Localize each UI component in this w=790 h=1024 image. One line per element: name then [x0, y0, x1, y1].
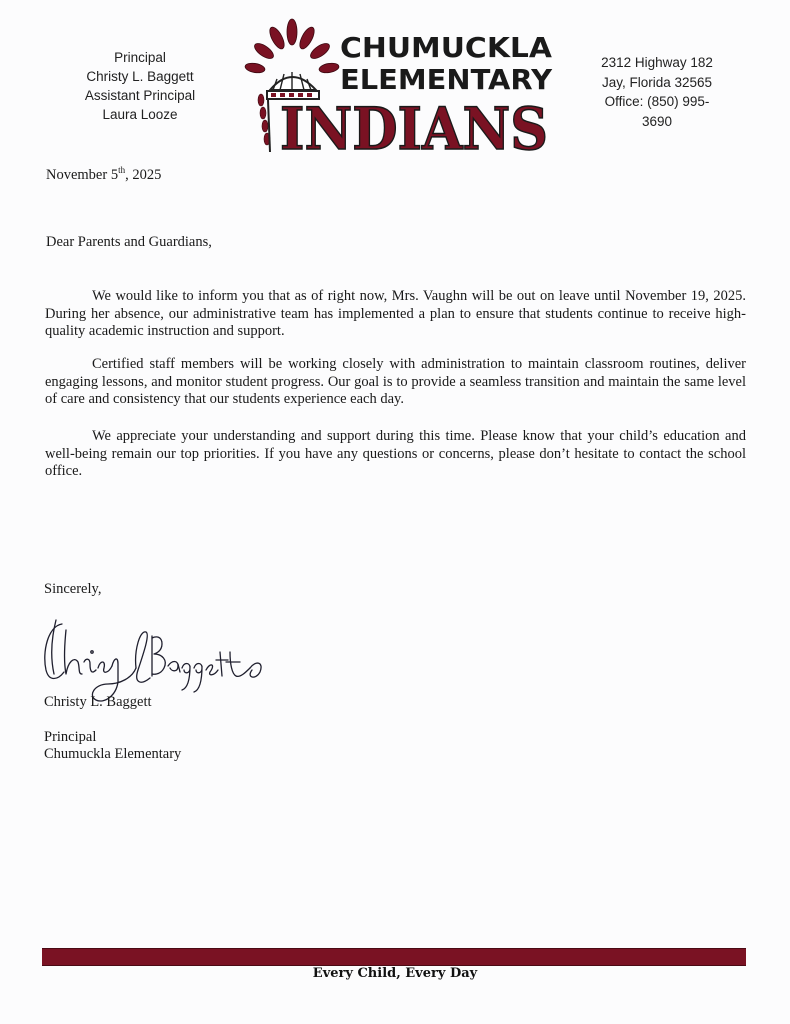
principal-name: Christy L. Baggett	[86, 69, 194, 84]
letterhead-address	[592, 53, 722, 131]
signer-title: Principal	[44, 729, 97, 745]
letterhead-administration	[70, 48, 210, 124]
signer-block	[44, 729, 181, 763]
date-suffix: th	[118, 165, 126, 175]
logo-text-chumuckla: CHUMUCKLA	[340, 31, 553, 64]
principal-title: Principal	[114, 50, 166, 65]
office-phone-line-2: 3690	[641, 113, 673, 129]
signer-name: Christy L. Baggett	[44, 694, 152, 710]
body-paragraph-1: We would like to inform you that as of right now, Mrs. Vaughn will be out on leave until November 19, 2025. During her absence, our administrative team has implemented a plan to ensure that students continue to receive high-quality academic instruction and support.	[45, 288, 746, 339]
address-city: Jay, Florida 32565	[601, 74, 713, 90]
address-street: 2312 Highway 182	[601, 55, 713, 70]
date-year: , 2025	[125, 166, 162, 183]
footer-motto: Every Child, Every Day	[312, 966, 478, 981]
logo-text-indians: INDIANS	[280, 95, 548, 156]
date-month-day: November 5	[46, 166, 119, 183]
letter-date	[46, 165, 161, 184]
office-phone-line-1: Office: (850) 995-	[604, 94, 710, 109]
school-logo	[240, 16, 558, 156]
body-paragraph-2: Certified staff members will be working closely with administration to maintain classroom routines, deliver engaging lessons, and monitor student progress. Our goal is to provide a seamless transition and maintain the same level of care and consistency that our students experience each day.	[45, 356, 746, 407]
body-paragraph-3: We appreciate your understanding and support during this time. Please know that your child’s education and well-being remain our top priorities. If you have any questions or concerns, please don’t hesitate to contact the school office.	[45, 428, 746, 479]
logo-text-elementary: ELEMENTARY	[340, 63, 553, 96]
signer-school: Chumuckla Elementary	[44, 746, 182, 762]
letter-greeting: Dear Parents and Guardians,	[46, 234, 212, 250]
letter-closing: Sincerely,	[44, 581, 102, 597]
footer-divider-bar	[42, 948, 746, 966]
assistant-principal-title: Assistant Principal	[84, 88, 196, 103]
assistant-principal-name: Laura Looze	[102, 107, 178, 122]
